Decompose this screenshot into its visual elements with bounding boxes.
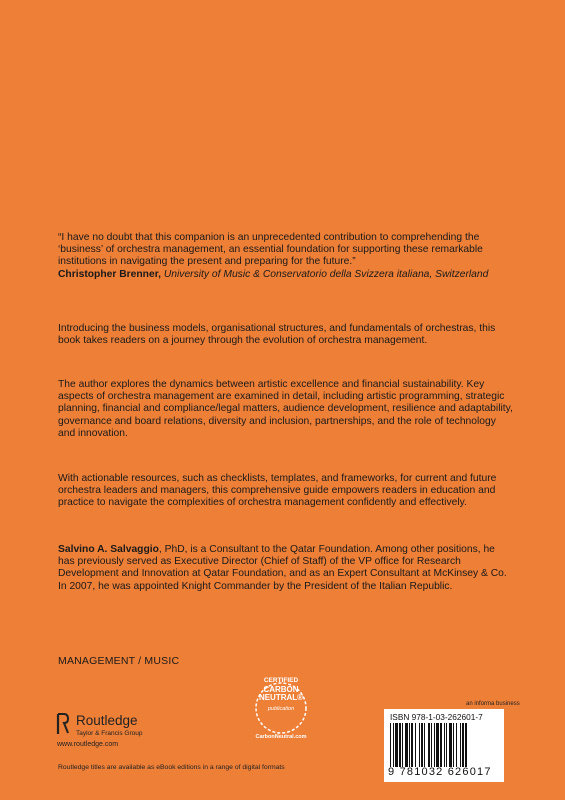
publisher-group: Taylor & Francis Group xyxy=(76,730,143,737)
description-paragraph-3: With actionable resources, such as checklists, templates, and frameworks, for current and future orchestra leaders and managers, this comprehensive guide empowers readers in education and practice to navigate the complexities of orchestra management confidently and effectively. xyxy=(58,473,497,509)
barcode-number: 9 781032 626017 xyxy=(388,766,492,778)
carbon-publication: publication xyxy=(267,706,295,712)
publisher-url: www.routledge.com xyxy=(57,741,119,748)
carbon-neutral-label: CARBON NEUTRAL® xyxy=(258,685,304,702)
description-paragraph-2: The author explores the dynamics between artistic excellence and financial sustainability. Key aspects of orchestra management are examined in detail, including artistic programming, strategic planning, financial and compliance/legal matters, audience development, resilience and adaptability, governance and board relations, diversity and inclusion, partnerships, and the role of technology and innovation. xyxy=(58,379,513,439)
description-paragraph-1: Introducing the business models, organisational structures, and fundamentals of orchestras, this book takes readers on a journey through the evolution of orchestra management. xyxy=(58,323,496,347)
author-name: Salvino A. Salvaggio xyxy=(58,544,159,555)
carbon-neutral-badge xyxy=(246,678,316,748)
quote-affiliation: University of Music & Conservatorio della Svizzera italiana, Switzerland xyxy=(161,268,489,280)
carbon-certified: CERTIFIED xyxy=(263,677,299,684)
informa-label: an informa business xyxy=(466,701,520,707)
subject-category: MANAGEMENT / MUSIC xyxy=(58,655,180,667)
isbn-text: ISBN 978-1-03-262601-7 xyxy=(390,712,483,722)
quote-author: Christopher Brenner, xyxy=(58,268,161,280)
author-bio-text: , PhD, is a Consultant to the Qatar Foundation. Among other positions, he has previously served as Executive Director (Chief of Staff) of the VP office for Research Development and Innovation at Qatar Foundation, and as an Expert Consultant at McKinsey & Co. In 2007, he was appointed Knight Commander by the President of the Italian Republic. xyxy=(58,544,507,592)
routledge-logo xyxy=(56,711,196,751)
quote-text: “I have no doubt that this companion is an unprecedented contribution to comprehending the ‘business’ of orchestra management, an essential foundation for supporting these remarkable institutions in navigating the present and preparing for the future.” xyxy=(58,232,483,268)
endorsement-quote xyxy=(58,232,513,281)
routledge-r-icon xyxy=(56,713,70,735)
publisher-name: Routledge xyxy=(76,713,138,728)
barcode xyxy=(384,709,504,782)
barcode-bars-icon xyxy=(390,723,498,767)
carbon-site: CarbonNeutral.com xyxy=(255,734,307,740)
author-bio xyxy=(58,544,513,593)
ebook-footer: Routledge titles are available as eBook editions in a range of digital formats xyxy=(58,764,285,771)
